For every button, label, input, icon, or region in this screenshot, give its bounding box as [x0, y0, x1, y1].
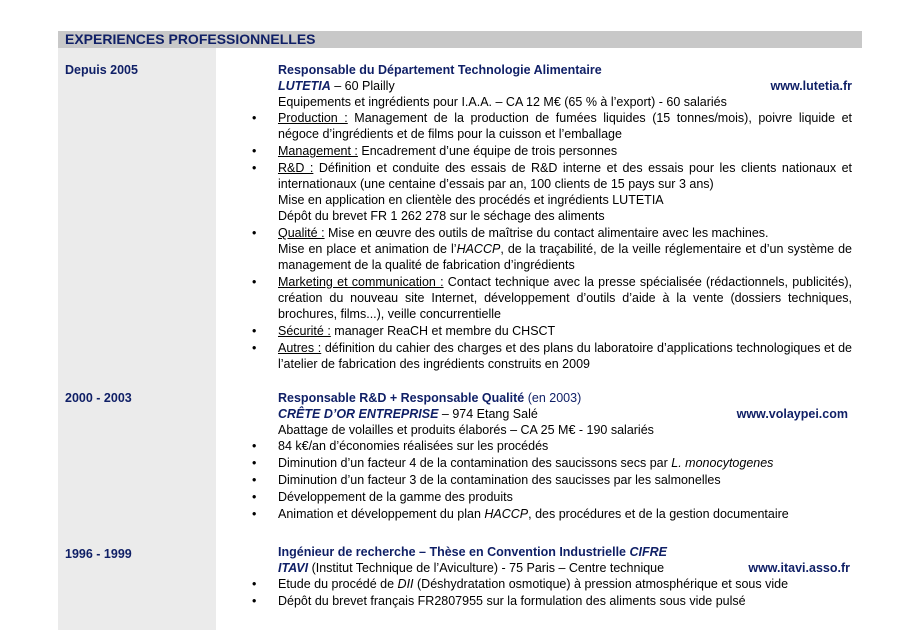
item-text: Diminution d’un facteur 3 de la contamination des saucisses par les salmonelles [278, 473, 721, 487]
item-text: Mise en place et animation de l’ [278, 242, 457, 256]
company-url[interactable]: www.itavi.asso.fr [748, 561, 850, 575]
item-text: Etude du procédé de [278, 577, 398, 591]
item-italic: HACCP [484, 507, 529, 521]
item-text: Mise en œuvre des outils de maîtrise du contact alimentaire avec les machines. [324, 226, 769, 240]
item-text: Contact technique avec la presse spécialisée (rédactionnels, publicités), création du nouveau site Internet, développement d’outils d’aide à la vente (dossiers techniques, brochures, films...), veille concurrentielle [278, 275, 852, 321]
job-title-italic: CIFRE [629, 545, 667, 559]
company-description: Equipements et ingrédients pour I.A.A. – CA 12 M€ (65 % à l’export) - 60 salariés [278, 95, 727, 109]
job-title [278, 390, 848, 406]
period-label: 2000 - 2003 [65, 391, 132, 405]
company-name: ITAVI [278, 561, 309, 575]
item-italic: DII [397, 577, 414, 591]
achievement-list [278, 438, 848, 522]
item-text: Dépôt du brevet français FR2807955 sur la formulation des aliments sous vide pulsé [278, 594, 746, 608]
item-text: Définition et conduite des essais de R&D interne et des essais pour les clients nationaux et internationaux (une centaine d’essais par an, 100 clients de 15 pays sur 3 ans) [278, 161, 852, 191]
item-continuation: Mise en application en clientèle des procédés et ingrédients LUTETIA [278, 193, 664, 207]
company-name: LUTETIA [278, 79, 331, 93]
job-title: Responsable du Département Technologie Alimentaire [278, 63, 602, 77]
item-label: Autres : [278, 341, 322, 355]
section-header-bar [58, 31, 862, 48]
period-column [58, 48, 216, 630]
company-location: – 60 Plailly [330, 79, 395, 93]
list-item [278, 506, 848, 522]
item-text: Développement de la gamme des produits [278, 490, 513, 504]
list-item [278, 489, 848, 505]
item-text: Animation et développement du plan [278, 507, 485, 521]
experience-block [278, 62, 852, 373]
list-item [278, 455, 848, 471]
item-text: (Déshydratation osmotique) à pression atmosphérique et sous vide [413, 577, 789, 591]
item-continuation [278, 241, 852, 273]
company-url[interactable]: www.lutetia.fr [770, 79, 852, 93]
company-line [278, 406, 848, 422]
section-title: EXPERIENCES PROFESSIONNELLES [65, 31, 316, 47]
company-location: – 974 Etang Salé [438, 407, 538, 421]
period-label: 1996 - 1999 [65, 547, 132, 561]
item-label: Qualité : [278, 226, 325, 240]
item-text: Encadrement d’une équipe de trois personnes [357, 144, 618, 158]
job-title-text: Responsable R&D + Responsable Qualité [278, 391, 525, 405]
job-title-suffix: (en 2003) [524, 391, 582, 405]
item-label: Marketing et communication : [278, 275, 444, 289]
company-line [278, 560, 850, 576]
job-title [278, 544, 850, 560]
list-item [278, 576, 850, 592]
item-italic: L. monocytogenes [671, 456, 774, 470]
company-url[interactable]: www.volaypei.com [736, 407, 848, 421]
item-text: manager ReaCH et membre du CHSCT [330, 324, 556, 338]
experience-block [278, 390, 848, 523]
list-item [278, 472, 848, 488]
company-description: Abattage de volailles et produits élaborés – CA 25 M€ - 190 salariés [278, 423, 654, 437]
item-text: 84 k€/an d’économies réalisées sur les procédés [278, 439, 549, 453]
list-item [278, 340, 852, 372]
list-item [278, 323, 852, 339]
company-name: CRÊTE D’OR ENTREPRISE [278, 407, 439, 421]
period-label: Depuis 2005 [65, 63, 138, 77]
list-item [278, 110, 852, 142]
responsibility-list [278, 110, 852, 372]
item-text: définition du cahier des charges et des plans du laboratoire d’applications technologiques et de l’atelier de fabrication des ingrédients construits en 2009 [278, 341, 852, 371]
item-text: , de la traçabilité, de la veille réglementaire et d’un système de management de la qualité de fabrication d’ingrédients [278, 242, 852, 272]
list-item [278, 274, 852, 322]
experience-block [278, 544, 850, 610]
company-line [278, 78, 852, 94]
item-label: Management : [278, 144, 358, 158]
item-label: Production : [278, 111, 348, 125]
list-item [278, 143, 852, 159]
list-item [278, 160, 852, 224]
achievement-list [278, 576, 850, 609]
item-label: R&D : [278, 161, 314, 175]
company-location: (Institut Technique de l’Aviculture) - 75 Paris – Centre technique [308, 561, 665, 575]
job-title-text: Ingénieur de recherche – Thèse en Convention Industrielle [278, 545, 630, 559]
item-continuation: Dépôt du brevet FR 1 262 278 sur le séchage des aliments [278, 209, 605, 223]
item-text: , des procédures et de la gestion documentaire [528, 507, 789, 521]
item-text: Diminution d’un facteur 4 de la contamination des saucissons secs par [278, 456, 672, 470]
list-item [278, 225, 852, 273]
item-label: Sécurité : [278, 324, 331, 338]
item-italic: HACCP [456, 242, 501, 256]
list-item [278, 438, 848, 454]
list-item [278, 593, 850, 609]
item-text: Management de la production de fumées liquides (15 tonnes/mois), poivre liquide et négoce d’ingrédients et de films pour la cuisson et l’emballage [278, 111, 852, 141]
